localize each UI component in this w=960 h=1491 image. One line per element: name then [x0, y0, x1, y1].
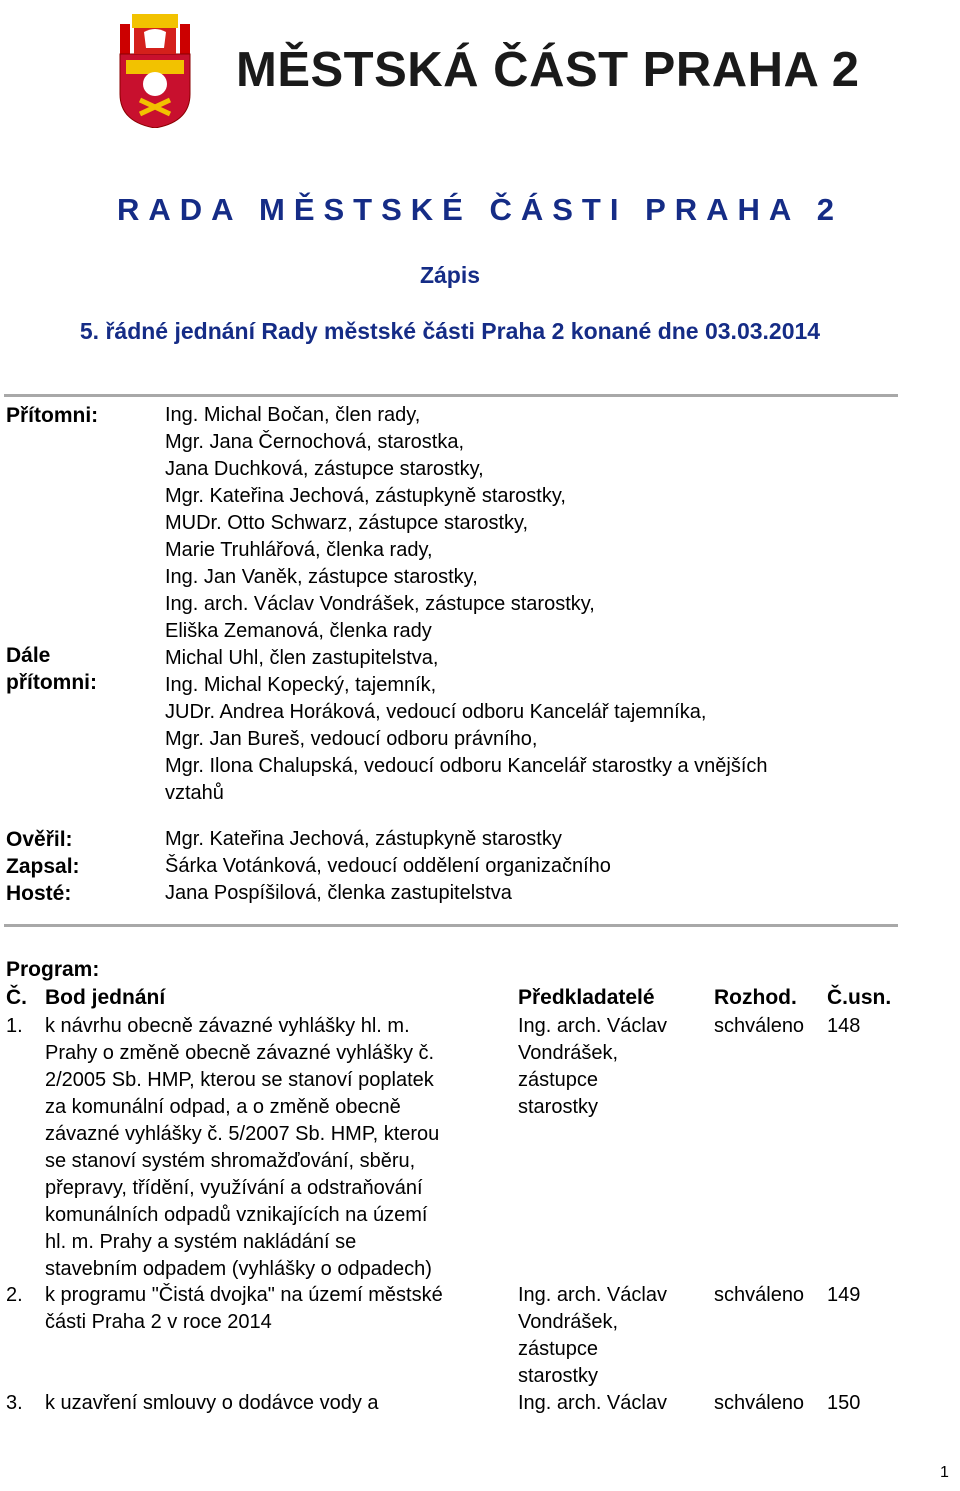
row-item-line: se stanoví systém shromažďování, sběru,: [45, 1150, 416, 1172]
verified-name: Mgr. Kateřina Jechová, zástupkyně starostky: [165, 828, 562, 850]
present-person: Ing. Michal Bočan, člen rady,: [165, 404, 421, 426]
row-presenter-line: starostky: [518, 1365, 599, 1387]
column-header-presenters: Předkladatelé: [518, 986, 655, 1009]
row-resolution: 149: [827, 1284, 861, 1306]
document-type: Zápis: [419, 262, 481, 288]
row-presenter: [518, 1013, 708, 1121]
present-person: Marie Truhlářová, členka rady,: [165, 539, 433, 561]
row-presenter-line: Ing. arch. Václav: [518, 1015, 667, 1037]
row-presenter-line: Vondrášek,: [518, 1311, 619, 1333]
also-present-person: Ing. Michal Kopecký, tajemník,: [165, 674, 437, 696]
divider-top: [4, 394, 898, 397]
also-present-person: Mgr. Ilona Chalupská, vedoucí odboru Kancelář starostky a vnějších: [165, 755, 768, 777]
row-presenter-line: zástupce: [518, 1069, 599, 1091]
present-label: Přítomni:: [6, 404, 99, 427]
row-presenter-line: Ing. arch. Václav: [518, 1284, 667, 1306]
present-person: Mgr. Jana Černochová, starostka,: [165, 431, 465, 453]
row-item: [45, 1282, 515, 1336]
verified-label: Ověřil:: [6, 828, 73, 851]
row-decision: schváleno: [714, 1015, 805, 1037]
row-item-line: k návrhu obecně závazné vyhlášky hl. m.: [45, 1015, 410, 1037]
recorded-name: Šárka Votánková, vedoucí oddělení organizačního: [165, 855, 611, 877]
also-present-person: Mgr. Jan Bureš, vedoucí odboru právního,: [165, 728, 538, 750]
present-person: MUDr. Otto Schwarz, zástupce starostky,: [165, 512, 529, 534]
column-header-number: Č.: [6, 986, 27, 1009]
meeting-title: 5. řádné jednání Rady městské části Praha 2 konané dne 03.03.2014: [79, 318, 821, 344]
row-item-line: části Praha 2 v roce 2014: [45, 1311, 272, 1333]
row-item: [45, 1013, 515, 1283]
row-item-line: komunálních odpadů vznikajících na území: [45, 1204, 428, 1226]
row-resolution: 148: [827, 1015, 861, 1037]
row-presenter: [518, 1282, 708, 1390]
prague-2-coat-of-arms-logo: [118, 14, 192, 128]
present-person: Jana Duchková, zástupce starostky,: [165, 458, 484, 480]
row-item-line: závazné vyhlášky č. 5/2007 Sb. HMP, kterou: [45, 1123, 440, 1145]
column-header-item: Bod jednání: [45, 986, 166, 1009]
row-decision: schváleno: [714, 1392, 805, 1414]
council-title: RADA MĚSTSKÉ ČÁSTI PRAHA 2: [116, 192, 844, 227]
also-present-person: Michal Uhl, člen zastupitelstva,: [165, 647, 439, 669]
page-number: 1: [940, 1464, 949, 1481]
column-header-decision: Rozhod.: [714, 986, 797, 1009]
recorded-label: Zapsal:: [6, 855, 80, 878]
divider-bottom: [4, 924, 898, 927]
row-item: [45, 1390, 515, 1417]
row-presenter-line: Ing. arch. Václav: [518, 1392, 667, 1414]
row-item-line: k uzavření smlouvy o dodávce vody a: [45, 1392, 379, 1414]
row-number: 3.: [6, 1392, 23, 1414]
row-presenter-line: Vondrášek,: [518, 1042, 619, 1064]
column-header-resolution: Č.usn.: [827, 986, 892, 1009]
present-list: [165, 402, 768, 807]
row-presenter-line: starostky: [518, 1096, 599, 1118]
row-resolution: 150: [827, 1392, 861, 1414]
municipality-logo-text: MĚSTSKÁ ČÁST PRAHA 2: [236, 43, 860, 97]
present-person: Eliška Zemanová, členka rady: [165, 620, 432, 642]
row-item-line: k programu "Čistá dvojka" na území městské: [45, 1284, 443, 1306]
row-number: 1.: [6, 1015, 23, 1037]
row-item-line: za komunální odpad, a o změně obecně: [45, 1096, 401, 1118]
present-person: Ing. arch. Václav Vondrášek, zástupce starostky,: [165, 593, 595, 615]
row-decision: schváleno: [714, 1284, 805, 1306]
row-item-line: přepravy, třídění, využívání a odstraňování: [45, 1177, 423, 1199]
also-present-person: vztahů: [165, 782, 224, 804]
row-item-line: hl. m. Prahy a systém nakládání se: [45, 1231, 357, 1253]
also-present-label-line-1: Dále: [6, 644, 51, 667]
also-present-label: [6, 642, 97, 696]
row-item-line: stavebním odpadem (vyhlášky o odpadech): [45, 1258, 432, 1280]
present-person: Mgr. Kateřina Jechová, zástupkyně starostky,: [165, 485, 566, 507]
also-present-person: JUDr. Andrea Horáková, vedoucí odboru Kancelář tajemníka,: [165, 701, 707, 723]
guests-name: Jana Pospíšilová, členka zastupitelstva: [165, 882, 512, 904]
present-person: Ing. Jan Vaněk, zástupce starostky,: [165, 566, 478, 588]
guests-label: Hosté:: [6, 882, 72, 905]
also-present-label-line-2: přítomni:: [6, 671, 97, 694]
row-presenter: [518, 1390, 708, 1417]
row-item-line: 2/2005 Sb. HMP, kterou se stanoví poplatek: [45, 1069, 434, 1091]
row-number: 2.: [6, 1284, 23, 1306]
program-label: Program:: [6, 958, 100, 981]
row-presenter-line: zástupce: [518, 1338, 599, 1360]
row-item-line: Prahy o změně obecně závazné vyhlášky č.: [45, 1042, 435, 1064]
